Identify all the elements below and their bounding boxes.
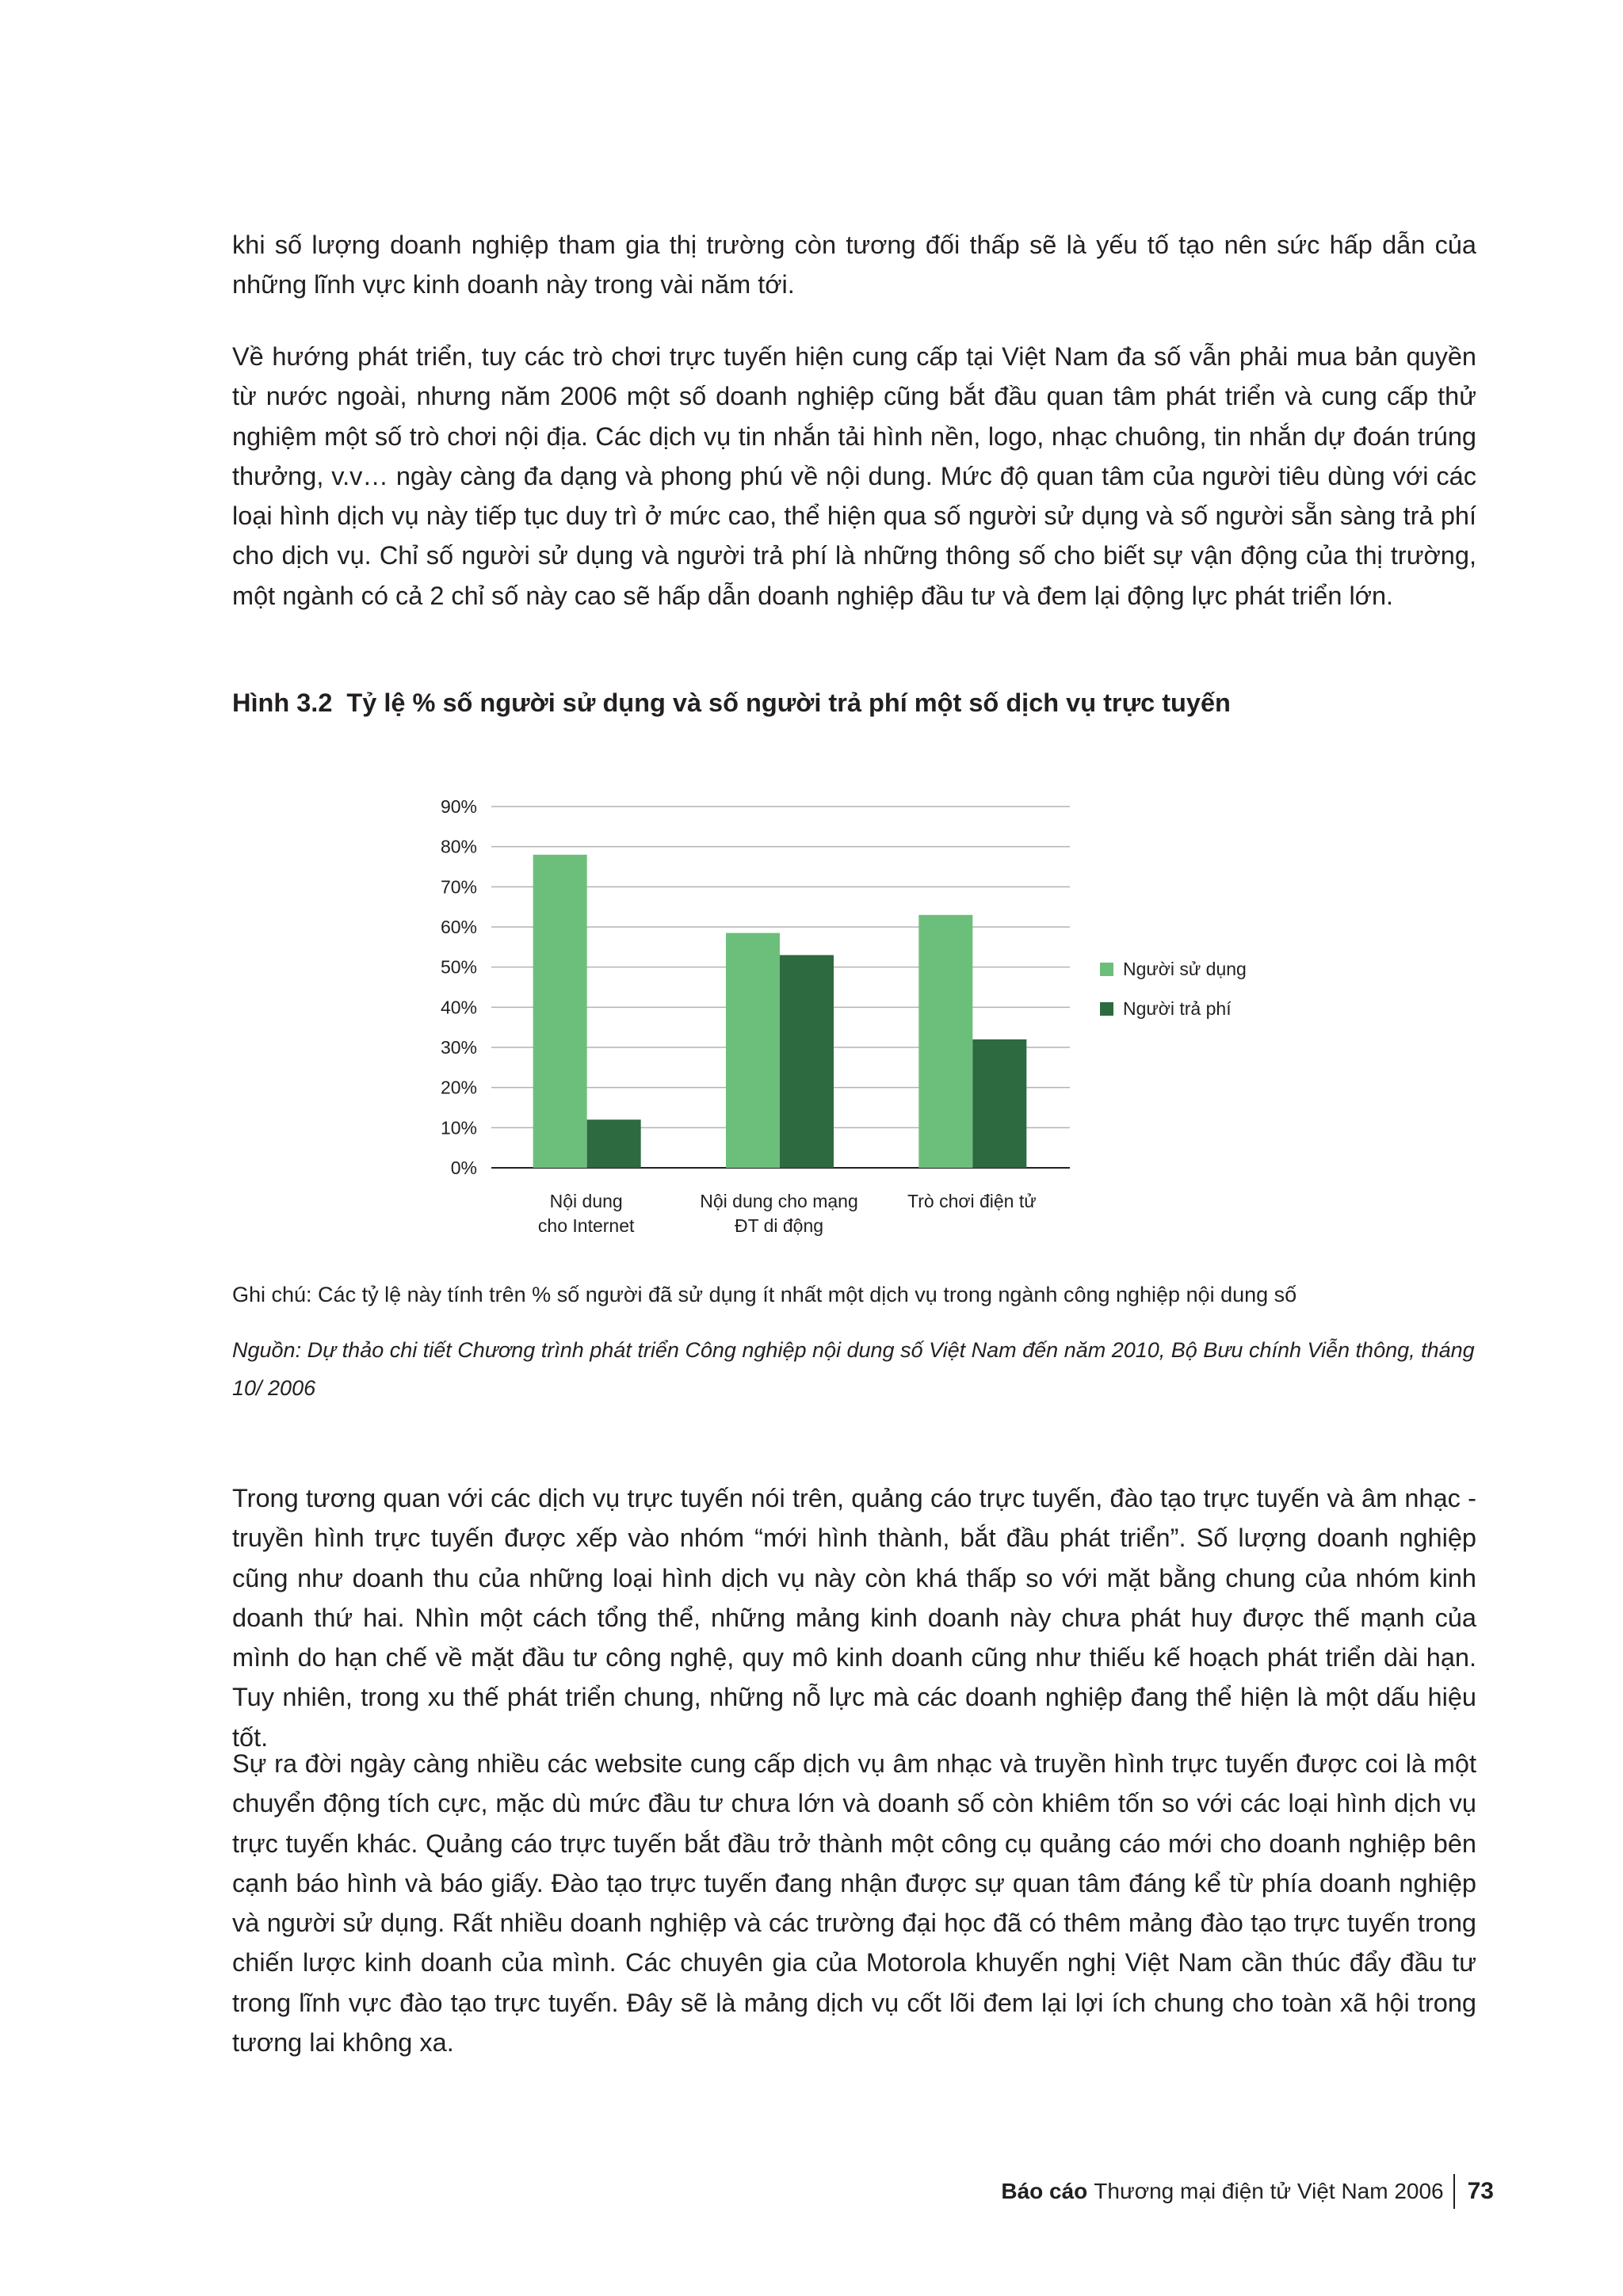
x-tick-label: ĐT di động xyxy=(734,1215,824,1236)
figure-title xyxy=(232,683,1231,723)
y-tick-label: 80% xyxy=(440,836,477,857)
bar xyxy=(533,855,587,1168)
paragraph-4: Sự ra đời ngày càng nhiều các website cung cấp dịch vụ âm nhạc và truyền hình trực tuyến được coi là một chuyển động tích cực, mặc dù mức đầu tư chưa lớn và doanh số còn khiêm tốn so với các loại hình dịch vụ trực tuyến khác. Quảng cáo trực tuyến bắt đầu trở thành một công cụ quảng cáo mới cho doanh nghiệp bên cạnh báo hình và báo giấy. Đào tạo trực tuyến đang nhận được sự quan tâm đáng kể từ phía doanh nghiệp và người sử dụng. Rất nhiều doanh nghiệp và các trường đại học đã có thêm mảng đào tạo trực tuyến trong chiến lược kinh doanh của mình. Các chuyên gia của Motorola khuyến nghị Việt Nam cần thúc đẩy đầu tư trong lĩnh vực đào tạo trực tuyến. Đây sẽ là mảng dịch vụ cốt lõi đem lại lợi ích chung cho toàn xã hội trong tương lai không xa. xyxy=(232,1749,1476,2058)
footer-report-label: Báo cáo xyxy=(1001,2179,1088,2203)
footer-divider xyxy=(1453,2174,1455,2209)
legend-swatch xyxy=(1100,963,1113,976)
y-tick-label: 50% xyxy=(440,956,477,978)
y-tick-label: 30% xyxy=(440,1037,477,1058)
x-tick-label: Trò chơi điện tử xyxy=(907,1191,1037,1211)
legend-label: Người sử dụng xyxy=(1123,959,1247,979)
y-tick-label: 0% xyxy=(450,1158,477,1178)
legend-label: Người trả phí xyxy=(1123,998,1232,1019)
page-number: 73 xyxy=(1467,2178,1494,2204)
page-footer xyxy=(1001,2172,1494,2210)
figure-caption: Tỷ lệ % số người sử dụng và số người trả phí một số dịch vụ trực tuyến xyxy=(346,688,1231,717)
legend-swatch xyxy=(1100,1002,1113,1016)
footer-title: Thương mại điện tử Việt Nam 2006 xyxy=(1094,2179,1444,2203)
paragraph-2: Về hướng phát triển, tuy các trò chơi trực tuyến hiện cung cấp tại Việt Nam đa số vẫn phải mua bản quyền từ nước ngoài, nhưng năm 2006 một số doanh nghiệp cũng bắt đầu quan tâm phát triển và cung cấp thử nghiệm một số trò chơi nội địa. Các dịch vụ tin nhắn tải hình nền, logo, nhạc chuông, tin nhắn dự đoán trúng thưởng, v.v… ngày càng đa dạng và phong phú về nội dung. Mức độ quan tâm của người tiêu dùng với các loại hình dịch vụ này tiếp tục duy trì ở mức cao, thể hiện qua số người sử dụng và số người sẵn sàng trả phí cho dịch vụ. Chỉ số người sử dụng và người trả phí là những thông số cho biết sự vận động của thị trường, một ngành có cả 2 chỉ số này cao sẽ hấp dẫn doanh nghiệp đầu tư và đem lại động lực phát triển lớn. xyxy=(232,342,1476,610)
bar xyxy=(780,955,834,1168)
paragraph-1: khi số lượng doanh nghiệp tham gia thị trường còn tương đối thấp sẽ là yếu tố tạo nên sức hấp dẫn của những lĩnh vực kinh doanh này trong vài năm tới. xyxy=(232,231,1476,299)
x-tick-label: cho Internet xyxy=(537,1215,635,1236)
y-tick-label: 90% xyxy=(440,796,477,817)
figure-source: Nguồn: Dự thảo chi tiết Chương trình phát triển Công nghiệp nội dung số Việt Nam đến năm 2010, Bộ Bưu chính Viễn thông, tháng 10/ 2006 xyxy=(232,1338,1475,1400)
y-tick-label: 10% xyxy=(440,1117,477,1138)
bar xyxy=(918,915,972,1168)
y-tick-label: 60% xyxy=(440,917,477,937)
figure-note: Ghi chú: Các tỷ lệ này tính trên % số người đã sử dụng ít nhất một dịch vụ trong ngành công nghiệp nội dung số xyxy=(232,1283,1297,1306)
bar-chart xyxy=(412,780,1347,1256)
y-tick-label: 40% xyxy=(440,997,477,1018)
bar xyxy=(726,933,780,1168)
bar xyxy=(972,1039,1026,1168)
y-tick-label: 70% xyxy=(440,876,477,898)
y-tick-label: 20% xyxy=(440,1077,477,1098)
figure-number: Hình 3.2 xyxy=(232,688,333,717)
bar xyxy=(587,1119,641,1168)
paragraph-3: Trong tương quan với các dịch vụ trực tuyến nói trên, quảng cáo trực tuyến, đào tạo trực tuyến và âm nhạc - truyền hình trực tuyến được xếp vào nhóm “mới hình thành, bắt đầu phát triển”. Số lượng doanh nghiệp cũng như doanh thu của những loại hình dịch vụ này còn khá thấp so với mặt bằng chung của nhóm kinh doanh thứ hai. Nhìn một cách tổng thể, những mảng kinh doanh này chưa phát huy được thế mạnh của mình do hạn chế về mặt đầu tư công nghệ, quy mô kinh doanh cũng như thiếu kế hoạch phát triển dài hạn. Tuy nhiên, trong xu thế phát triển chung, những nỗ lực mà các doanh nghiệp đang thể hiện là một dấu hiệu tốt. xyxy=(232,1484,1476,1752)
x-tick-label: Nội dung cho mạng xyxy=(700,1191,858,1211)
x-tick-label: Nội dung xyxy=(549,1191,623,1211)
